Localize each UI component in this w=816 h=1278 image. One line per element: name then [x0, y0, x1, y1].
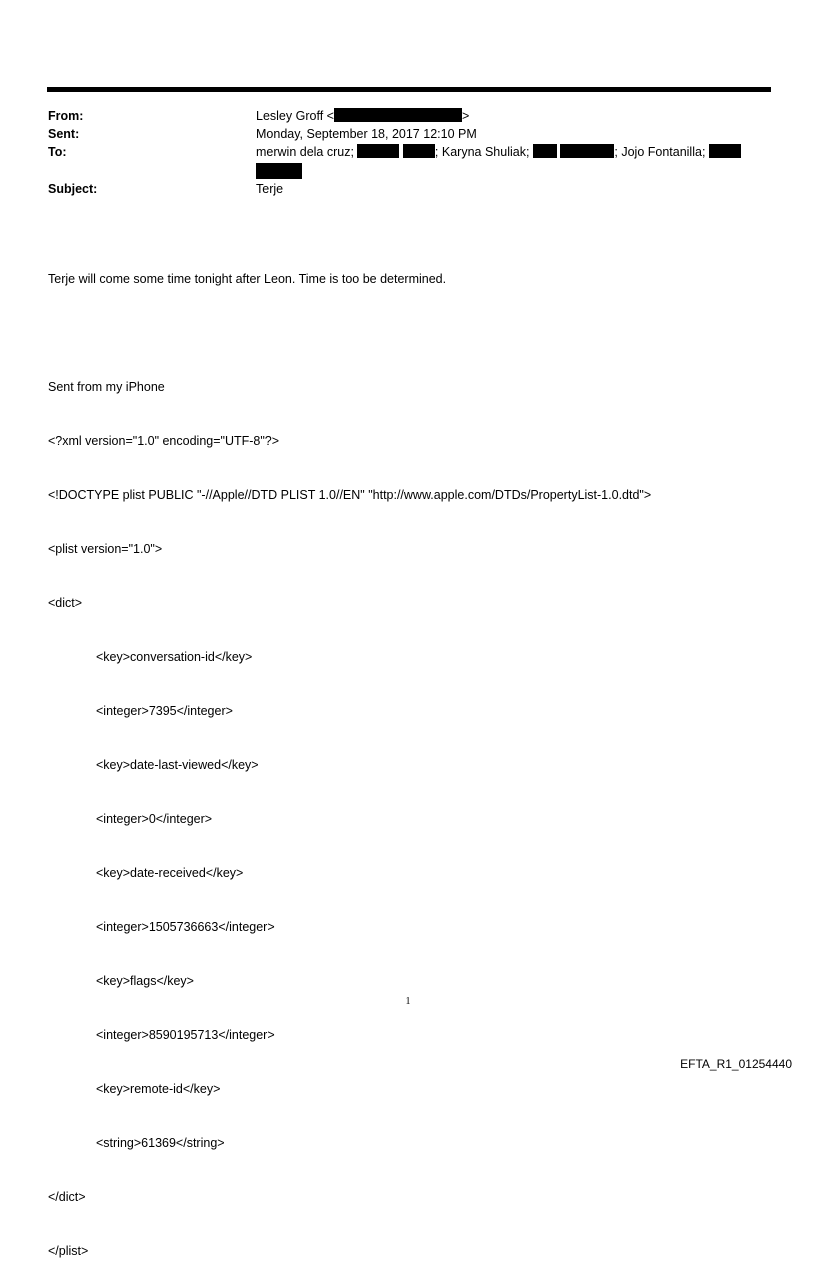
body-line: <?xml version="1.0" encoding="UTF-8"?> [48, 434, 280, 448]
body-line: <key>date-received</key> [96, 866, 244, 880]
redaction-block [256, 163, 302, 179]
body-line: <integer>7395</integer> [96, 704, 233, 718]
to-label: To: [48, 145, 67, 159]
body-line: <integer>1505736663</integer> [96, 920, 275, 934]
body-line: <key>remote-id</key> [96, 1082, 221, 1096]
body-line: <!DOCTYPE plist PUBLIC "-//Apple//DTD PLIST 1.0//EN" "http://www.apple.com/DTDs/PropertyList-1.0.dtd"> [48, 488, 652, 502]
from-close: > [461, 109, 470, 123]
redaction-block [403, 144, 435, 158]
header-rule [47, 87, 771, 92]
email-body [48, 234, 651, 1278]
from-label: From: [48, 109, 84, 123]
subject-value: Terje [256, 182, 284, 196]
to-recipient-1: merwin dela cruz; [256, 145, 354, 159]
to-recipient-2: ; Karyna Shuliak; [434, 145, 530, 159]
body-line: <integer>8590195713</integer> [96, 1028, 275, 1042]
body-line: <key>date-last-viewed</key> [96, 758, 259, 772]
body-line: Terje will come some time tonight after Leon. Time is too be determined. [48, 272, 447, 286]
body-line: <integer>0</integer> [96, 812, 213, 826]
from-name: Lesley Groff < [256, 109, 334, 123]
body-line: <key>flags</key> [96, 974, 194, 988]
redaction-block [560, 144, 614, 158]
body-line: Sent from my iPhone [48, 380, 165, 394]
to-recipient-3: ; Jojo Fontanilla; [614, 145, 706, 159]
body-line: <dict> [48, 596, 83, 610]
body-line: </dict> [48, 1190, 86, 1204]
redaction-block [357, 144, 399, 158]
body-line: <key>conversation-id</key> [96, 650, 253, 664]
subject-label: Subject: [48, 182, 98, 196]
to-value [256, 144, 741, 160]
sent-value: Monday, September 18, 2017 12:10 PM [256, 127, 477, 141]
page-number: 1 [405, 996, 411, 1007]
from-value [256, 108, 469, 124]
redaction-block [334, 108, 462, 122]
body-line: <string>61369</string> [96, 1136, 225, 1150]
blank-line [48, 324, 651, 342]
sent-label: Sent: [48, 127, 80, 141]
redaction-block [709, 144, 741, 158]
body-line: </plist> [48, 1244, 89, 1258]
bates-stamp: EFTA_R1_01254440 [680, 1057, 792, 1071]
body-line: <plist version="1.0"> [48, 542, 163, 556]
redaction-block [533, 144, 557, 158]
